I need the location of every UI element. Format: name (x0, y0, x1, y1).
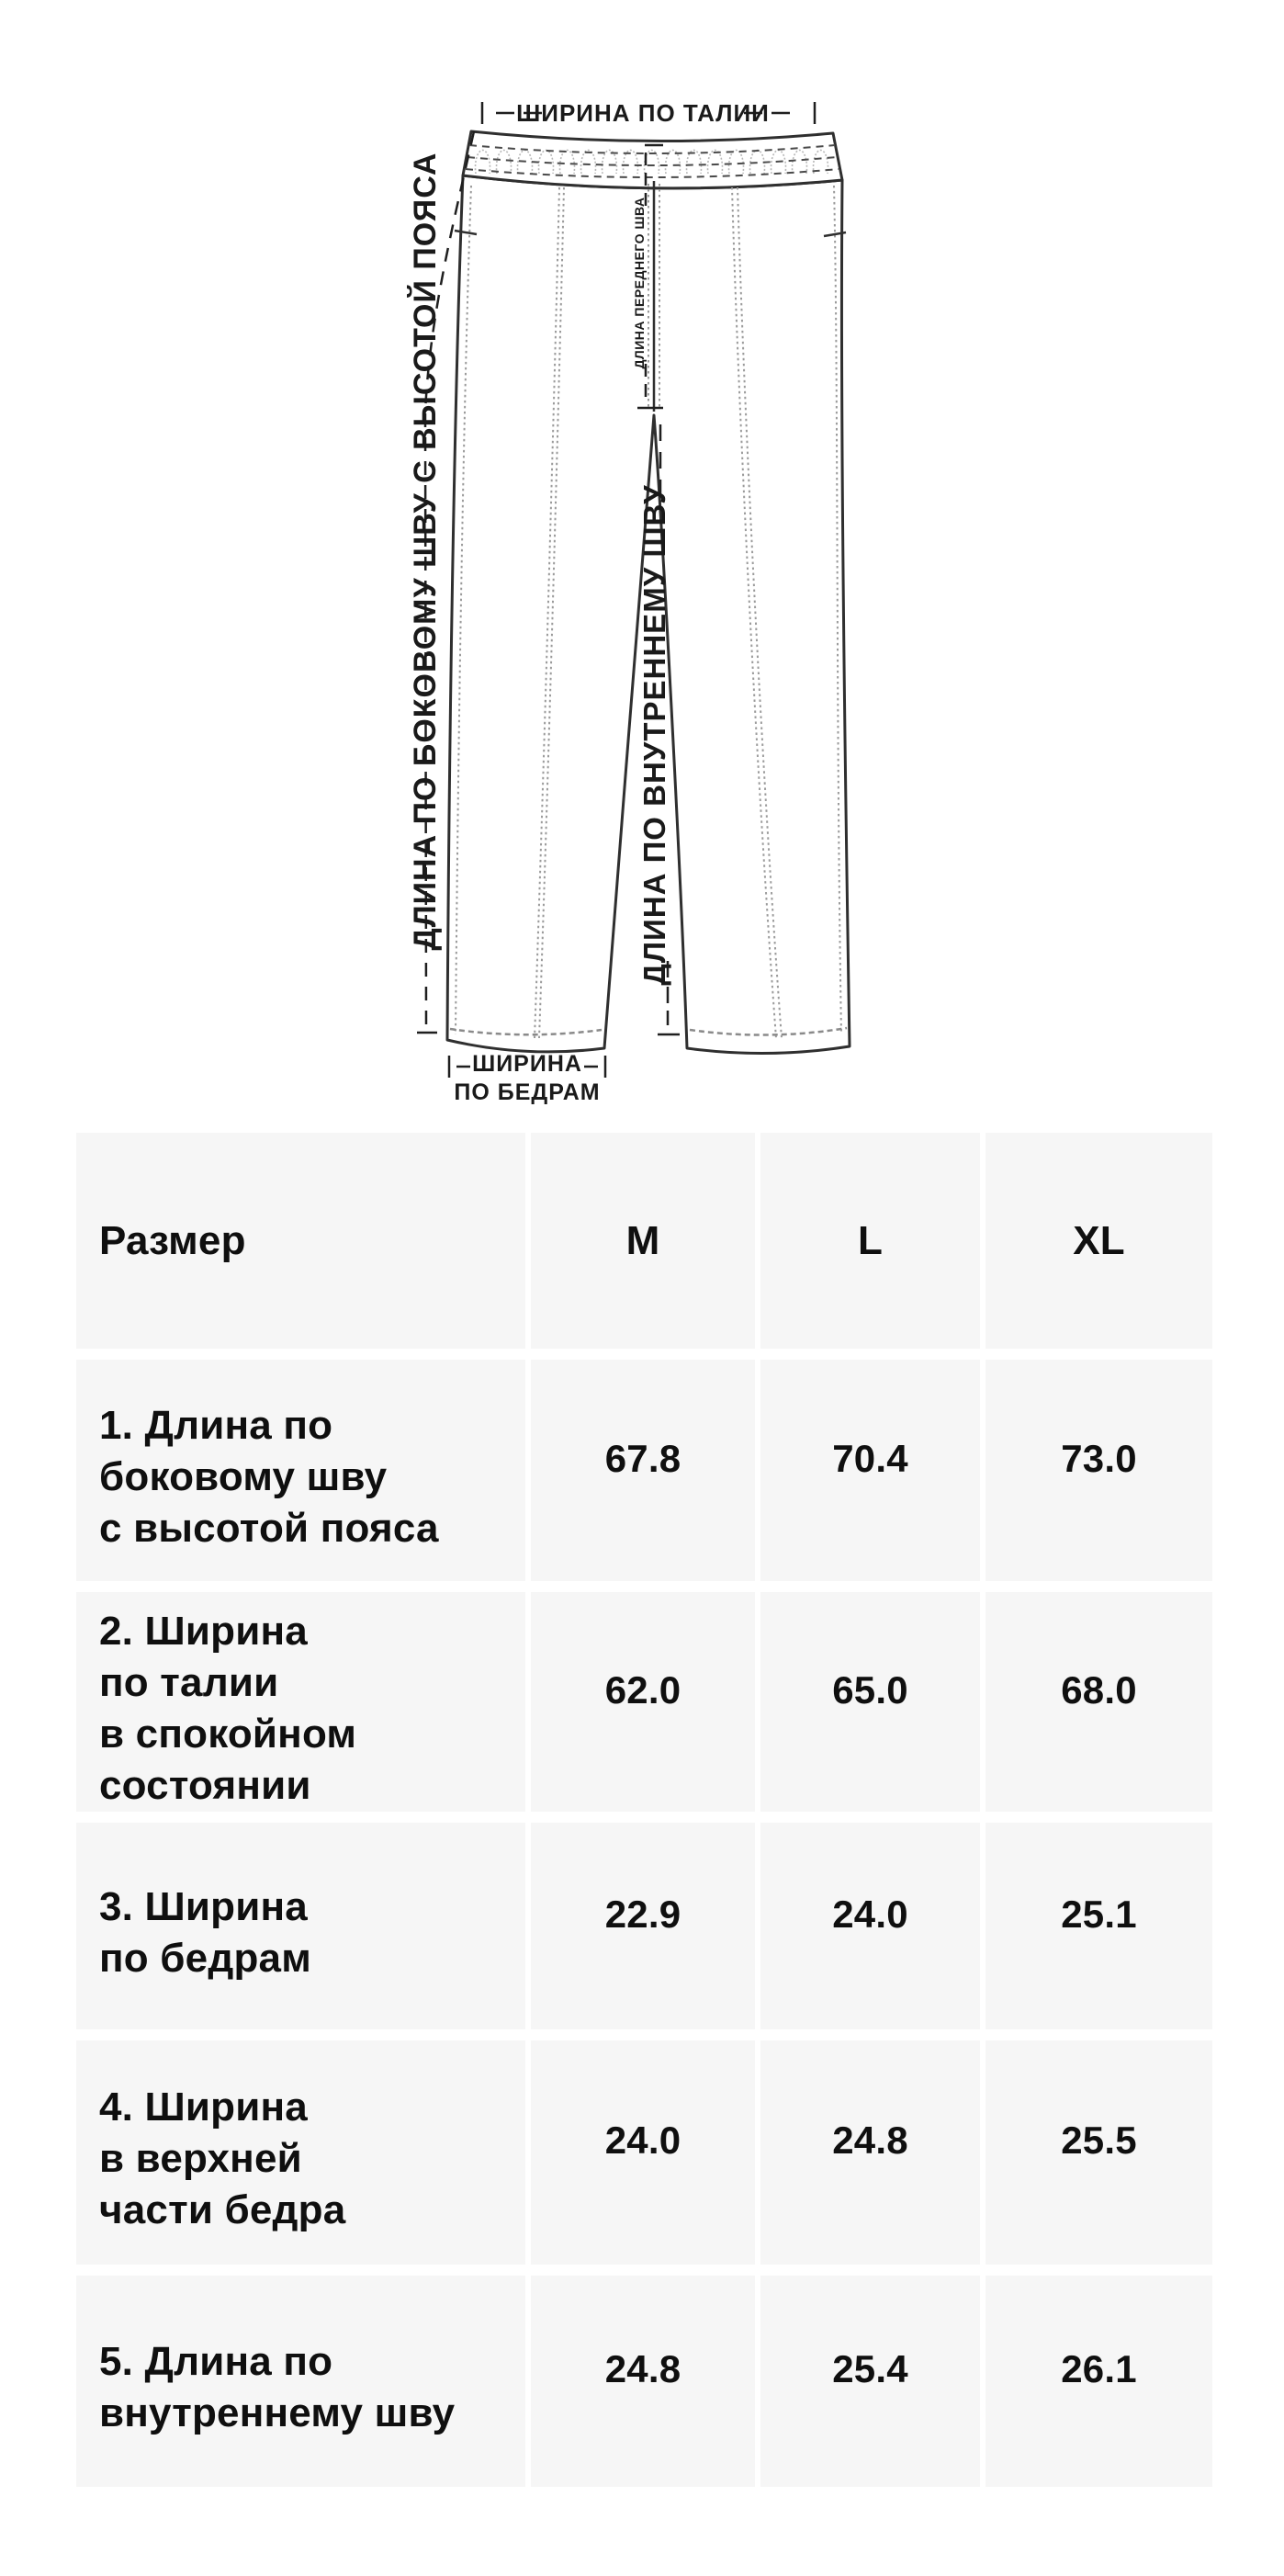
row-label-inseam-length: 5. Длина по внутреннему шву (76, 2276, 525, 2487)
waistband-path (463, 131, 842, 188)
table-cell: 25.4 (760, 2276, 980, 2487)
row-label-waist-width: 2. Ширина по талии в спокойном состоянии (76, 1592, 525, 1812)
size-table (76, 1133, 1212, 2487)
hip-width-label-line2: ПО БЕДРАМ (454, 1079, 601, 1105)
table-cell: 25.1 (986, 1823, 1212, 2029)
pants-sketch-svg (0, 0, 1284, 1132)
table-header-xl (986, 1133, 1212, 1349)
table-cell: 24.0 (760, 1823, 980, 2029)
table-header-size (76, 1133, 525, 1349)
table-cell: 22.9 (531, 1823, 755, 2029)
table-cell: 24.8 (760, 2040, 980, 2265)
table-cell: 73.0 (986, 1360, 1212, 1581)
table-cell: 25.5 (986, 2040, 1212, 2265)
table-cell: 65.0 (760, 1592, 980, 1812)
size-l-label: L (857, 1217, 884, 1263)
table-header-m (531, 1133, 755, 1349)
row-label-upper-thigh-width: 4. Ширина в верхней части бедра (76, 2040, 525, 2265)
size-xl-label: XL (1073, 1217, 1125, 1263)
table-cell: 68.0 (986, 1592, 1212, 1812)
hip-width-label-line1: ШИРИНА (472, 1051, 582, 1077)
size-m-label: M (625, 1217, 660, 1263)
table-cell: 70.4 (760, 1360, 980, 1581)
table-cell: 26.1 (986, 2276, 1212, 2487)
size-header-label: Размер (99, 1217, 246, 1263)
row-label-side-seam: 1. Длина по боковому шву с высотой пояса (76, 1360, 525, 1581)
pants-measurement-diagram (0, 0, 1284, 1132)
inseam-label: ДЛИНА ПО ВНУТРЕННЕМУ ШВУ (637, 484, 671, 986)
table-cell: 24.8 (531, 2276, 755, 2487)
waist-width-label: ШИРИНА ПО ТАЛИИ (516, 99, 770, 127)
table-cell: 62.0 (531, 1592, 755, 1812)
table-cell: 24.0 (531, 2040, 755, 2265)
table-cell: 67.8 (531, 1360, 755, 1581)
row-label-hip-width: 3. Ширина по бедрам (76, 1823, 525, 2029)
front-seam-label: ДЛИНА ПЕРЕДНЕГО ШВА (632, 197, 647, 369)
table-header-l (760, 1133, 980, 1349)
side-seam-label: ДЛИНА ПО БОКОВОМУ ШВУ С ВЫСОТОЙ ПОЯСА (408, 152, 443, 951)
